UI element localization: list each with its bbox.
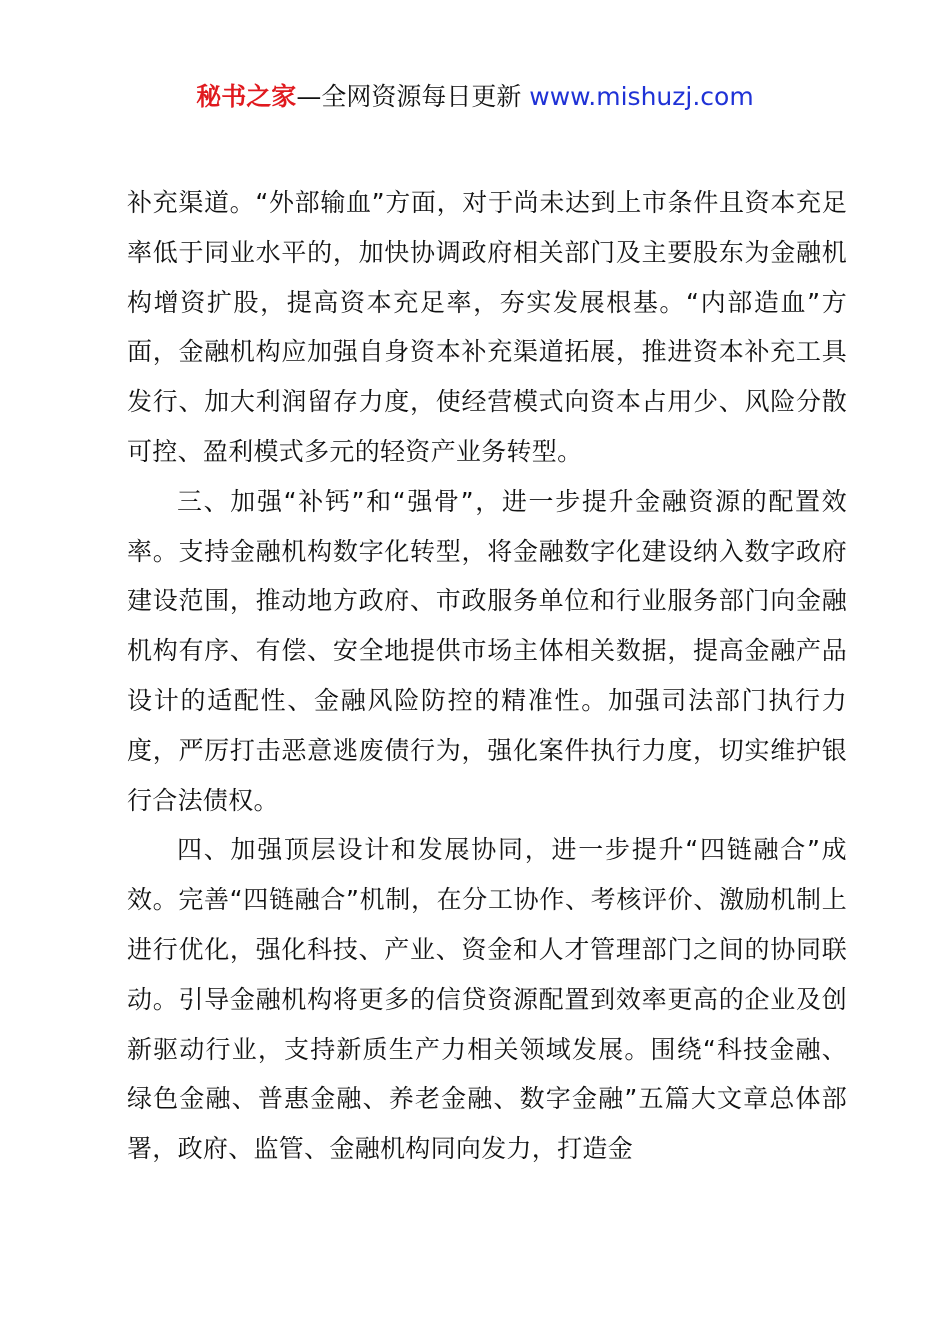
header-tagline: —全网资源每日更新 <box>296 82 530 111</box>
document-body <box>127 178 847 1174</box>
paragraph-capital-replenishment: 补充渠道。“外部输血”方面，对于尚未达到上市条件且资本充足率低于同业水平的，加快协调政府相关部门及主要股东为金融机构增资扩股，提高资本充足率，夯实发展根基。“内部造血”方面，金融机构应加强自身资本补充渠道拓展，推进资本补充工具发行、加大利润留存力度，使经营模式向资本占用少、风险分散可控、盈利模式多元的轻资产业务转型。 <box>127 188 847 466</box>
paragraph-section-four: 四、加强顶层设计和发展协同，进一步提升“四链融合”成效。完善“四链融合”机制，在分工协作、考核评价、激励机制上进行优化，强化科技、产业、资金和人才管理部门之间的协同联动。引导金融机构将更多的信贷资源配置到效率更高的企业及创新驱动行业，支持新质生产力相关领域发展。围绕“科技金融、绿色金融、普惠金融、养老金融、数字金融”五篇大文章总体部署，政府、监管、金融机构同向发力，打造金 <box>127 835 847 1164</box>
site-url-link[interactable]: www.mishuzj.com <box>529 82 754 111</box>
paragraph-section-three: 三、加强“补钙”和“强骨”，进一步提升金融资源的配置效率。支持金融机构数字化转型，将金融数字化建设纳入数字政府建设范围，推动地方政府、市政服务单位和行业服务部门向金融机构有序、有偿、安全地提供市场主体相关数据，提高金融产品设计的适配性、金融风险防控的精准性。加强司法部门执行力度，严厉打击恶意逃废债行为，强化案件执行力度，切实维护银行合法债权。 <box>127 486 847 815</box>
site-name: 秘书之家 <box>196 82 297 111</box>
page-header <box>0 80 950 114</box>
